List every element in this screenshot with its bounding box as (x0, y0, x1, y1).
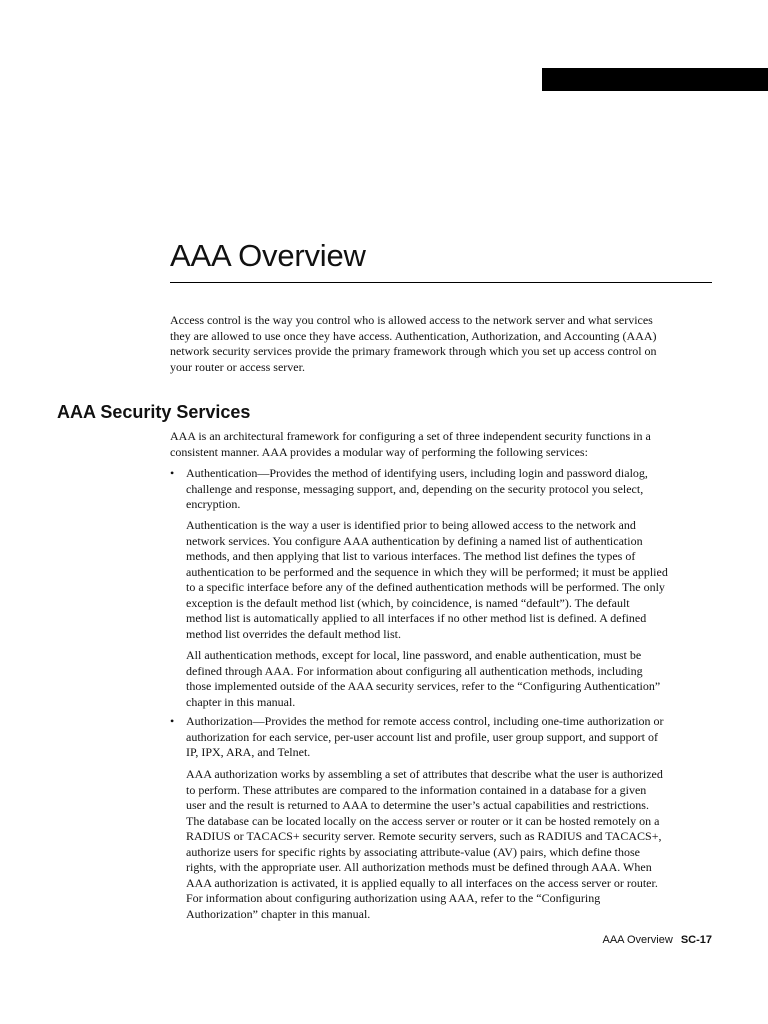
section-heading: AAA Security Services (57, 402, 251, 422)
section-intro: AAA is an architectural framework for configuring a set of three independent security functions in a consistent manner. AAA provides a modular way of performing the following services: (170, 429, 651, 459)
title-rule (170, 282, 712, 283)
page-number: SC-17 (680, 934, 712, 946)
chapter-title: AAA Overview (170, 238, 366, 273)
bullet-dot: • (170, 466, 175, 480)
chapter-intro: Access control is the way you control who is allowed access to the network server and what services they are allowed to use once they have access. Authentication, Authorization, and Accounting (AAA) network security services provide the primary framework through which you set up access control on your router or access server. (170, 313, 657, 374)
authentication-detail: Authentication is the way a user is identified prior to being allowed access to the network and network services. You configure AAA authentication by defining a named list of authentication methods, and then applying that list to various interfaces. The method list defines the types of authentication to be performed and the sequence in which they will be performed; it must be applied to a specific interface before any of the defined authentication methods will be performed. The only exception is the default method list (which, by coincidence, is named “default”). The default method list is automatically applied to all interfaces if no other method list is defined. A defined method list overrides the default method list. (186, 518, 668, 641)
footer-chapter-title: AAA Overview (602, 934, 673, 946)
header-black-bar (542, 68, 768, 91)
authentication-lead: Authentication—Provides the method of identifying users, including login and password dialog, challenge and response, messaging support, and, depending on the security protocol you select, encryption. (186, 466, 648, 511)
authorization-detail: AAA authorization works by assembling a set of attributes that describe what the user is authorized to perform. These attributes are compared to the information contained in a database for a given user and the result is returned to AAA to determine the user’s actual capabilities and restrictions. The database can be located locally on the access server or router or it can be hosted remotely on a RADIUS or TACACS+ security server. Remote security servers, such as RADIUS and TACACS+, authorize users for specific rights by associating attribute-value (AV) pairs, which define those rights, with the appropriate user. All authorization methods must be defined through AAA. When AAA authorization is activated, it is applied equally to all interfaces on the access server or router. For information about configuring authorization using AAA, refer to the “Configuring Authorization” chapter in this manual. (186, 767, 663, 921)
bullet-dot: • (170, 714, 175, 728)
authentication-methods: All authentication methods, except for local, line password, and enable authentication, must be defined through AAA. For information about configuring all authentication methods, including those implemented outside of the AAA security services, refer to the “Configuring Authentication” chapter in this manual. (186, 648, 661, 709)
page-footer (603, 932, 713, 948)
authorization-lead: Authorization—Provides the method for remote access control, including one-time authorization or authorization for each service, per-user account list and profile, user group support, and support of IP, IPX, ARA, and Telnet. (186, 714, 664, 759)
